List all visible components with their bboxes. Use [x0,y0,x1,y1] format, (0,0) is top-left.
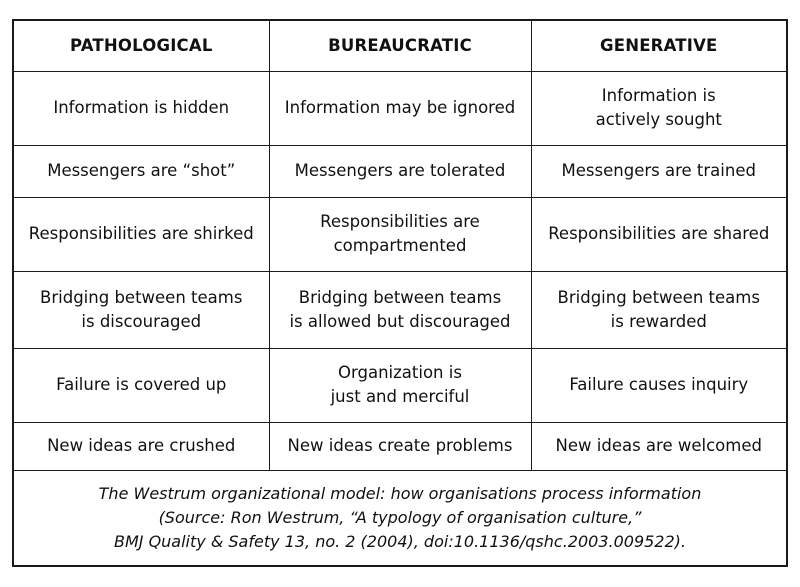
table-row-messengers [14,145,786,197]
westrum-table-figure [12,19,788,567]
figure-caption [14,471,786,566]
header-bureaucratic [269,21,531,71]
header-label: GENERATIVE [599,35,718,55]
table-cell [269,422,531,470]
cell-text: Responsibilities are shirked [28,224,254,243]
table-cell [531,197,786,271]
cell-text: Messengers are “shot” [47,161,236,180]
culture-typology-table [14,21,786,471]
table-row-new-ideas [14,422,786,470]
cell-text: Information is hidden [53,98,230,117]
table-row-failure [14,348,786,422]
header-label: PATHOLOGICAL [69,35,213,55]
table-row-information [14,71,786,145]
table-cell [269,71,531,145]
table-cell [14,145,269,197]
cell-text: Bridging between teams is rewarded [557,287,760,331]
table-cell [531,348,786,422]
cell-text: Messengers are tolerated [294,161,506,180]
cell-text: New ideas are crushed [47,436,236,455]
cell-text: Responsibilities are shared [548,224,770,243]
header-label: BUREAUCRATIC [328,35,472,55]
cell-text: Responsibilities are compartmented [320,212,480,255]
header-pathological [14,21,269,71]
table-cell [14,348,269,422]
table-row-bridging [14,271,786,348]
table-cell [269,145,531,197]
cell-text: New ideas create problems [287,436,513,455]
cell-text: Messengers are trained [561,161,756,180]
cell-text: New ideas are welcomed [555,436,762,455]
table-row-responsibilities [14,197,786,271]
cell-text: Bridging between teams is discouraged [40,287,243,331]
cell-text: Failure is covered up [56,375,227,394]
cell-text: Failure causes inquiry [569,375,749,394]
table-cell [14,271,269,348]
table-cell [269,197,531,271]
cell-text: Organization is just and merciful [330,363,470,406]
caption-text: The Westrum organizational model: how organisations process information (Source: Ron Westrum, “A typology of organisation culture,” BMJ Quality & Safety 13, no. 2 (2004), doi:10.1136/qshc.2003.009522). [98,484,702,551]
table-cell [269,271,531,348]
table-cell [14,197,269,271]
table-cell [531,271,786,348]
cell-text: Bridging between teams is allowed but discouraged [289,287,511,331]
header-row [14,21,786,71]
table-cell [531,145,786,197]
header-generative [531,21,786,71]
cell-text: Information is actively sought [595,86,722,129]
table-cell [531,71,786,145]
table-cell [531,422,786,470]
table-cell [269,348,531,422]
table-cell [14,422,269,470]
cell-text: Information may be ignored [284,98,516,117]
table-cell [14,71,269,145]
